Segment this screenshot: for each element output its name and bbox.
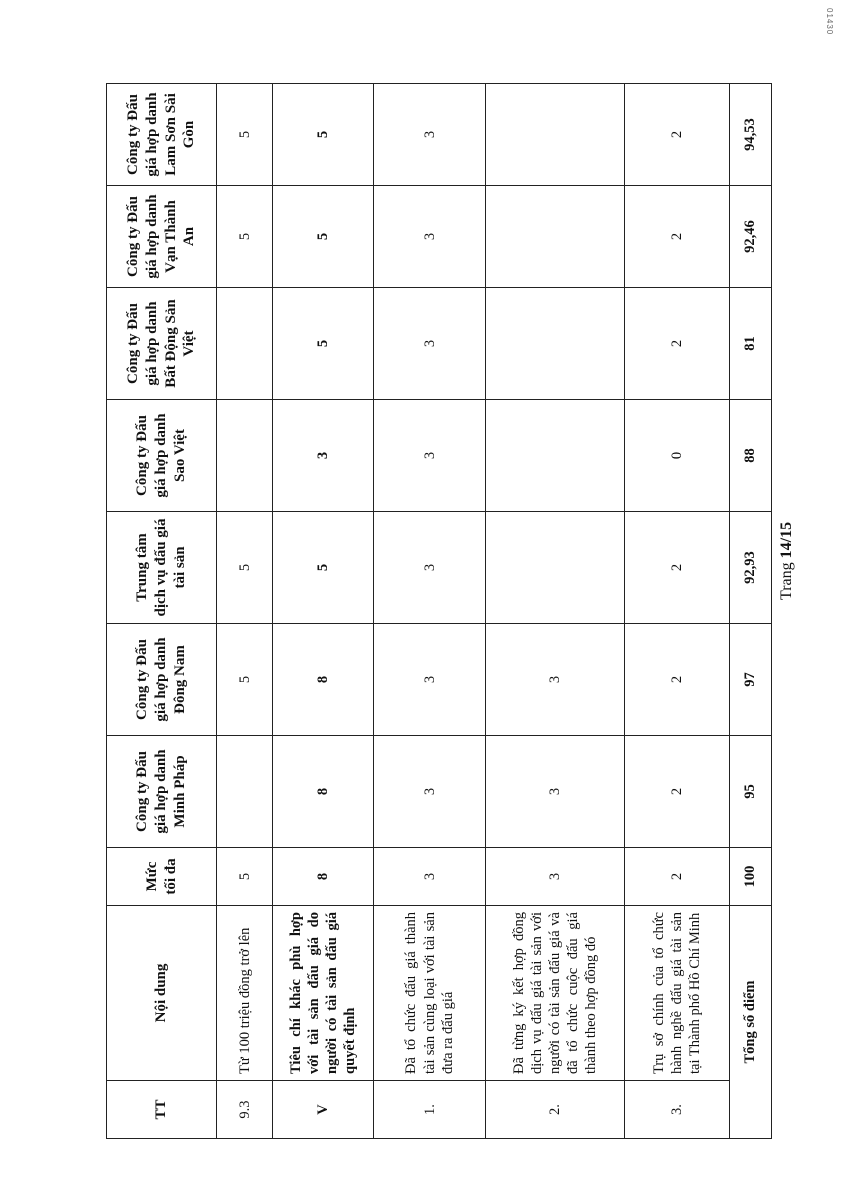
row-score: 5 bbox=[273, 288, 374, 400]
header-max: Mức tối đa bbox=[107, 848, 217, 906]
header-sao-viet: Công ty Đấu giá hợp danh Sao Việt bbox=[107, 400, 217, 512]
row-tt: 1. bbox=[373, 1081, 486, 1139]
header-content: Nội dung bbox=[107, 906, 217, 1081]
row-score bbox=[217, 400, 273, 512]
row-score: 2 bbox=[625, 288, 730, 400]
table-row bbox=[217, 84, 273, 1139]
row-score: 3 bbox=[373, 84, 486, 186]
row-content: Trụ sở chính của tổ chức hành nghề đấu giá tài sản tại Thành phố Hồ Chí Minh bbox=[625, 906, 730, 1081]
header-minh-phap: Công ty Đấu giá hợp danh Minh Pháp bbox=[107, 736, 217, 848]
row-score: 5 bbox=[217, 512, 273, 624]
row-score: 3 bbox=[373, 512, 486, 624]
row-score: 3 bbox=[373, 736, 486, 848]
row-score bbox=[486, 400, 625, 512]
row-score: 8 bbox=[273, 736, 374, 848]
total-score: 94,53 bbox=[729, 84, 771, 186]
row-score: 5 bbox=[217, 84, 273, 186]
page-number: 14/15 bbox=[778, 521, 795, 559]
header-van-thanh-an: Công ty Đấu giá hợp danh Vạn Thành An bbox=[107, 186, 217, 288]
table-header-row bbox=[107, 84, 217, 1139]
total-row bbox=[729, 84, 771, 1139]
table-row bbox=[273, 84, 374, 1139]
row-max: 8 bbox=[273, 848, 374, 906]
total-score: 88 bbox=[729, 400, 771, 512]
page-number-footer bbox=[778, 522, 796, 600]
document-stamp-number: 01430 bbox=[825, 8, 834, 36]
row-score: 5 bbox=[217, 624, 273, 736]
total-label: Tổng số điểm bbox=[729, 906, 771, 1139]
row-score: 2 bbox=[625, 186, 730, 288]
row-score: 2 bbox=[625, 84, 730, 186]
total-score: 95 bbox=[729, 736, 771, 848]
row-score: 5 bbox=[273, 512, 374, 624]
row-score: 5 bbox=[217, 186, 273, 288]
total-score: 92,93 bbox=[729, 512, 771, 624]
row-tt: 2. bbox=[486, 1081, 625, 1139]
header-trung-tam: Trung tâm dịch vụ đấu giá tài sản bbox=[107, 512, 217, 624]
row-score bbox=[486, 512, 625, 624]
header-tt: TT bbox=[107, 1081, 217, 1139]
row-score bbox=[217, 736, 273, 848]
row-max: 5 bbox=[217, 848, 273, 906]
row-score: 3 bbox=[373, 186, 486, 288]
scoring-table bbox=[106, 83, 772, 1139]
header-dong-nam: Công ty Đấu giá hợp danh Đông Nam bbox=[107, 624, 217, 736]
row-content: Tiêu chí khác phù hợp với tài sản đấu giá do người có tài sản đấu giá quyết định bbox=[273, 906, 374, 1081]
table-row bbox=[625, 84, 730, 1139]
header-lam-son-sai-gon: Công ty Đấu giá hợp danh Lam Sơn Sài Gòn bbox=[107, 84, 217, 186]
row-tt: V bbox=[273, 1081, 374, 1139]
row-score bbox=[486, 84, 625, 186]
row-score: 3 bbox=[486, 736, 625, 848]
row-score: 3 bbox=[273, 400, 374, 512]
row-score: 5 bbox=[273, 186, 374, 288]
total-score: 81 bbox=[729, 288, 771, 400]
row-score: 3 bbox=[373, 288, 486, 400]
row-score: 5 bbox=[273, 84, 374, 186]
row-max: 2 bbox=[625, 848, 730, 906]
row-content: Đã tổ chức đấu giá thành tài sản cùng loại với tài sản đưa ra đấu giá bbox=[373, 906, 486, 1081]
row-content: Từ 100 triệu đồng trở lên bbox=[217, 906, 273, 1081]
total-score: 92,46 bbox=[729, 186, 771, 288]
row-score bbox=[217, 288, 273, 400]
total-max: 100 bbox=[729, 848, 771, 906]
row-score: 2 bbox=[625, 736, 730, 848]
table-row bbox=[486, 84, 625, 1139]
row-max: 3 bbox=[373, 848, 486, 906]
row-max: 3 bbox=[486, 848, 625, 906]
row-score: 0 bbox=[625, 400, 730, 512]
table-row bbox=[373, 84, 486, 1139]
row-score bbox=[486, 186, 625, 288]
row-score: 3 bbox=[373, 624, 486, 736]
row-score: 3 bbox=[486, 624, 625, 736]
header-bat-dong-san-viet: Công ty Đấu giá hợp danh Bất Động Sản Việt bbox=[107, 288, 217, 400]
row-score: 2 bbox=[625, 512, 730, 624]
row-score bbox=[486, 288, 625, 400]
total-score: 97 bbox=[729, 624, 771, 736]
row-score: 3 bbox=[373, 400, 486, 512]
row-tt: 9.3 bbox=[217, 1081, 273, 1139]
scoring-table-rotated bbox=[106, 84, 772, 1139]
row-tt: 3. bbox=[625, 1081, 730, 1139]
row-score: 8 bbox=[273, 624, 374, 736]
page-prefix: Trang bbox=[778, 558, 795, 600]
row-content: Đã từng ký kết hợp đồng dịch vụ đấu giá tài sản với người có tài sản đấu giá và đã tổ chức cuộc đấu giá thành theo hợp đồng đó bbox=[486, 906, 625, 1081]
row-score: 2 bbox=[625, 624, 730, 736]
